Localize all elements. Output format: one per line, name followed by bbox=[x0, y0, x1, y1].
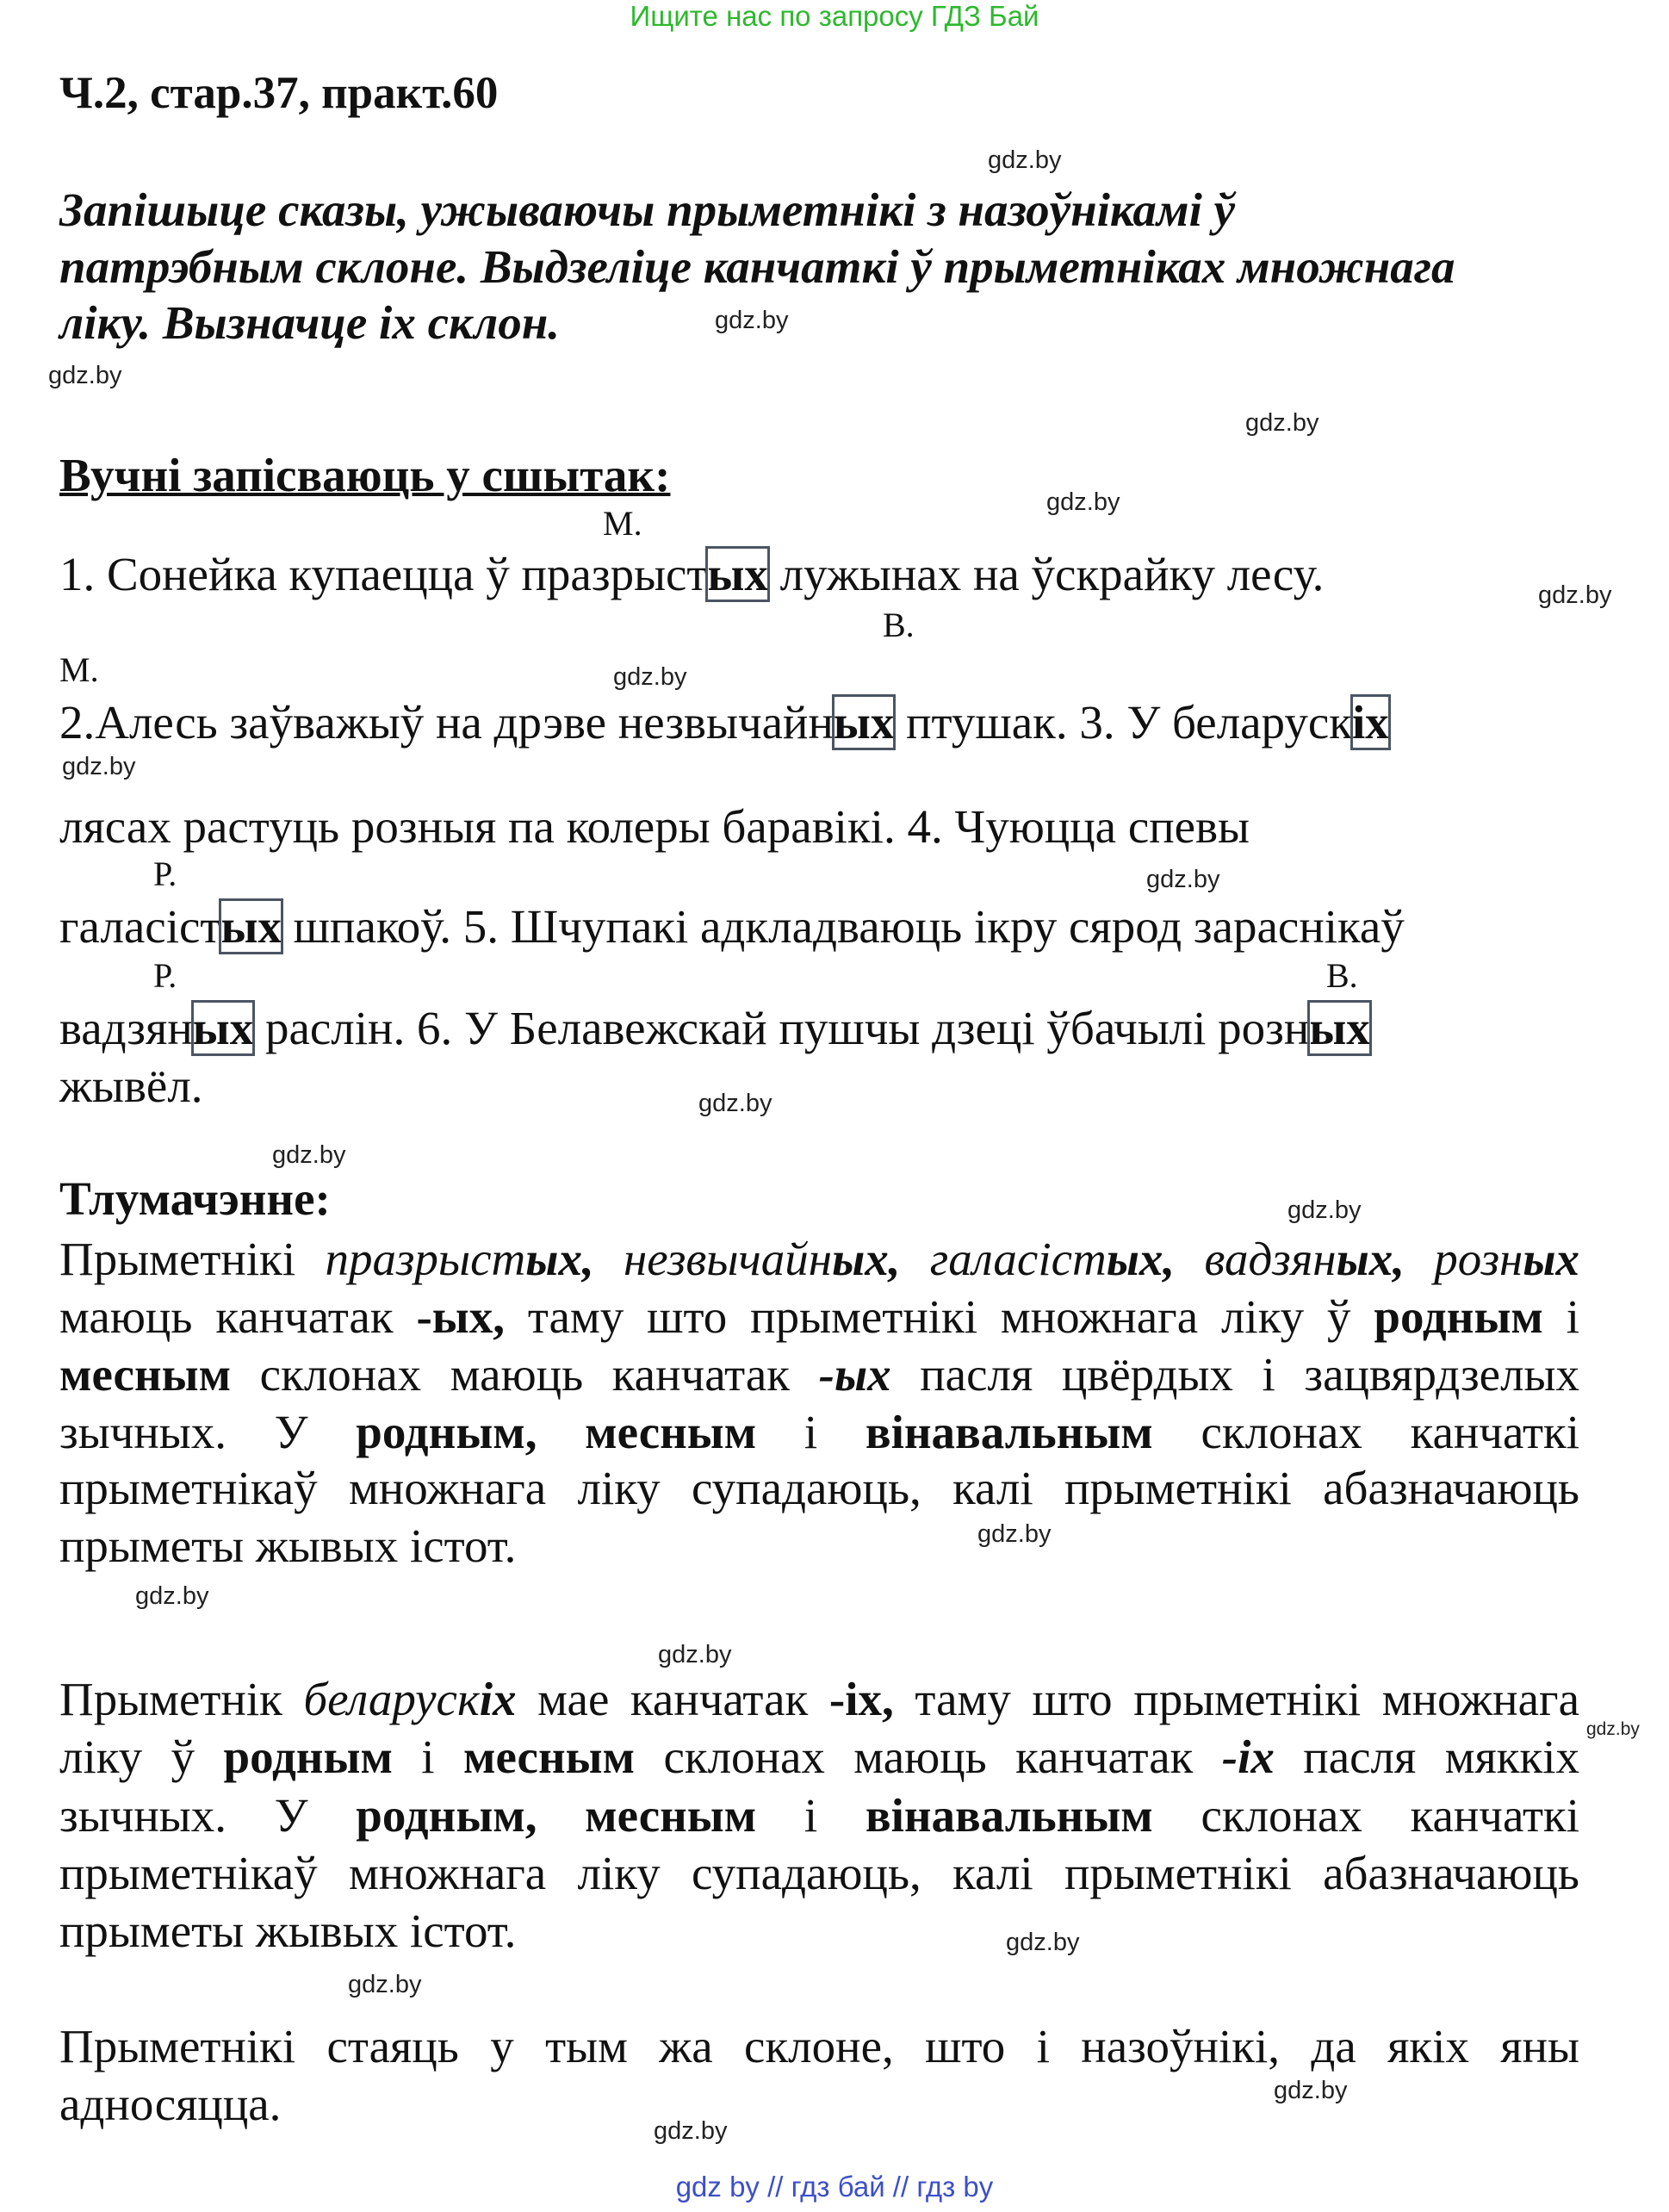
text-segment: іх bbox=[479, 1673, 517, 1725]
text-segment: склонах маюць канчатак bbox=[635, 1730, 1222, 1783]
watermark: gdz.by bbox=[272, 1141, 346, 1169]
watermark: gdz.by bbox=[1287, 1196, 1362, 1224]
watermark: gdz.by bbox=[1006, 1929, 1080, 1956]
explanation-line bbox=[59, 1289, 1579, 1345]
text-segment: -ых bbox=[818, 1348, 891, 1401]
case-label: М. bbox=[59, 650, 99, 689]
text-segment: лясах растуць розныя па колеры баравікі. 4. Чуюцца спевы bbox=[59, 800, 1250, 853]
highlighted-ending: ых bbox=[1309, 1002, 1370, 1054]
text-segment: пасля цвёрдых і зацвярдзелых bbox=[890, 1348, 1579, 1401]
watermark: gdz.by bbox=[348, 1971, 422, 1998]
text-segment: жывёл. bbox=[59, 1059, 203, 1112]
text-segment: незвычайн bbox=[593, 1233, 833, 1285]
explanation-line bbox=[59, 1788, 1579, 1843]
subheading: Вучні запісваюць у сшытак: bbox=[59, 449, 671, 501]
text-segment: родным bbox=[1374, 1290, 1543, 1343]
text-segment: вадзян bbox=[1175, 1233, 1337, 1285]
text-segment: прыметнікаў множнага ліку супадаюць, калі прыметнікі абазначаюць bbox=[59, 1847, 1579, 1899]
text-segment: ых, bbox=[1336, 1233, 1405, 1285]
text-segment: ых bbox=[1523, 1233, 1579, 1285]
sentence-line bbox=[59, 799, 1250, 854]
text-segment: шпакоў. 5. Шчупакі адкладваюць ікру сярод зараснікаў bbox=[281, 900, 1405, 953]
watermark: gdz.by bbox=[1274, 2077, 1348, 2104]
text-segment: галасіст bbox=[900, 1233, 1107, 1285]
task-line: Запішыце сказы, ужываючы прыметнікі з назоўнікамі ў bbox=[59, 183, 1236, 236]
text-segment: зычных. У bbox=[59, 1406, 357, 1458]
watermark: gdz.by bbox=[48, 362, 122, 389]
watermark: gdz.by bbox=[1046, 488, 1120, 516]
text-segment: 2.Алесь заўважыў на дрэве незвычайн bbox=[59, 696, 834, 749]
text-segment: Прыметнік bbox=[59, 1673, 304, 1725]
text-segment: Прыметнікі стаяць у тым жа склоне, што і назоўнікі, да якіх яны bbox=[59, 2020, 1579, 2072]
text-segment: раслін. 6. У Белавежскай пушчы дзеці ўбачылі розн bbox=[253, 1002, 1310, 1054]
highlighted-ending: ых bbox=[192, 1002, 254, 1054]
text-segment: вінавальным bbox=[865, 1406, 1153, 1458]
search-hint-banner: Ищите нас по запросу ГДЗ Бай bbox=[630, 0, 1039, 32]
text-segment: ых, bbox=[1106, 1233, 1176, 1285]
text-segment: розн bbox=[1405, 1233, 1523, 1285]
highlighted-ending: ых bbox=[707, 548, 768, 600]
watermark: gdz.by bbox=[1146, 866, 1220, 893]
text-segment: прыметы жывых істот. bbox=[59, 1904, 517, 1957]
watermark: gdz.by bbox=[1538, 581, 1612, 609]
text-segment: -ых, bbox=[416, 1290, 505, 1343]
explanation-line bbox=[59, 1519, 516, 1574]
explanation-line bbox=[59, 2077, 281, 2132]
task-line: ліку. Вызначце іх склон. bbox=[59, 296, 560, 349]
explanation-line bbox=[59, 1347, 1579, 1402]
text-segment: празрыст bbox=[325, 1233, 526, 1285]
text-segment: ліку ў bbox=[59, 1730, 224, 1783]
explanation-line bbox=[59, 1672, 1579, 1727]
text-segment: і bbox=[756, 1789, 866, 1842]
watermark: gdz.by bbox=[988, 146, 1062, 174]
explanation-line bbox=[59, 1846, 1579, 1901]
case-label: Р. bbox=[153, 956, 177, 995]
watermark: gdz.by bbox=[977, 1520, 1052, 1548]
watermark: gdz.by bbox=[698, 1090, 772, 1117]
text-segment: таму што прыметнікі множнага ліку ў bbox=[504, 1290, 1374, 1343]
text-segment: -іх, bbox=[828, 1673, 894, 1725]
text-segment: маюць канчатак bbox=[59, 1290, 417, 1343]
sentence-line bbox=[59, 547, 1324, 602]
sentence-line bbox=[59, 695, 1389, 750]
text-segment: мае канчатак bbox=[516, 1673, 829, 1725]
text-segment: склонах маюць канчатак bbox=[231, 1348, 819, 1401]
sentence-line bbox=[59, 899, 1405, 954]
text-segment: і bbox=[1542, 1290, 1580, 1343]
text-segment: месным bbox=[59, 1348, 232, 1401]
case-label: В. bbox=[1326, 956, 1358, 995]
watermark: gdz.by bbox=[658, 1641, 732, 1668]
text-segment: родным, месным bbox=[356, 1406, 757, 1458]
case-label: М. bbox=[603, 504, 642, 543]
explanation-line bbox=[59, 2019, 1579, 2074]
watermark: gdz.by bbox=[135, 1582, 209, 1610]
sentence-line bbox=[59, 1001, 1370, 1056]
text-segment: ых, bbox=[525, 1233, 594, 1285]
text-segment: адносяцца. bbox=[59, 2078, 282, 2130]
footer-links: gdz by // гдз бай // гдз by bbox=[675, 2171, 994, 2203]
text-segment: галасіст bbox=[59, 900, 221, 953]
watermark: gdz.by bbox=[654, 2117, 728, 2145]
text-segment: родным, месным bbox=[356, 1789, 757, 1842]
watermark: gdz.by bbox=[715, 307, 789, 334]
explanation-line bbox=[59, 1730, 1579, 1785]
text-segment: прыметнікаў множнага ліку супадаюць, калі прыметнікі абазначаюць bbox=[59, 1462, 1579, 1514]
text-segment: беларуск bbox=[303, 1673, 480, 1725]
case-label: Р. bbox=[153, 854, 177, 893]
explanation-line bbox=[59, 1461, 1579, 1516]
text-segment: лужынах на ўскрайку лесу. bbox=[767, 548, 1325, 600]
text-segment: 1. Сонейка купаецца ў празрыст bbox=[59, 548, 708, 600]
text-segment: птушак. 3. У беларуск bbox=[894, 696, 1352, 749]
case-label: В. bbox=[883, 606, 915, 644]
text-segment: -іх bbox=[1221, 1730, 1275, 1783]
explanation-line bbox=[59, 1405, 1579, 1460]
text-segment: прыметы жывых істот. bbox=[59, 1519, 517, 1572]
text-segment: таму што прыметнікі множнага bbox=[893, 1673, 1579, 1725]
text-segment: пасля мяккіх bbox=[1274, 1730, 1580, 1783]
text-segment: і bbox=[756, 1406, 866, 1458]
explanation-heading: Тлумачэнне: bbox=[59, 1172, 331, 1225]
watermark: gdz.by bbox=[1586, 1719, 1640, 1739]
text-segment: месным bbox=[463, 1730, 636, 1783]
explanation-line bbox=[59, 1904, 516, 1959]
highlighted-ending: ых bbox=[833, 696, 895, 749]
text-segment: зычных. У bbox=[59, 1789, 357, 1842]
watermark: gdz.by bbox=[62, 753, 136, 780]
text-segment: вінавальным bbox=[865, 1789, 1153, 1842]
watermark: gdz.by bbox=[1245, 409, 1319, 437]
sentence-line bbox=[59, 1059, 203, 1114]
task-line: патрэбным склоне. Выдзеліце канчаткі ў прыметніках множнага bbox=[59, 240, 1455, 293]
text-segment: і bbox=[392, 1730, 463, 1783]
text-segment: Прыметнікі bbox=[59, 1233, 326, 1285]
text-segment: склонах канчаткі bbox=[1152, 1406, 1579, 1458]
text-segment: ых, bbox=[832, 1233, 901, 1285]
page-title: Ч.2, стар.37, практ.60 bbox=[59, 68, 499, 118]
highlighted-ending: іх bbox=[1351, 696, 1389, 749]
watermark: gdz.by bbox=[613, 663, 687, 691]
text-segment: вадзян bbox=[59, 1002, 193, 1054]
explanation-line bbox=[59, 1232, 1579, 1287]
text-segment: склонах канчаткі bbox=[1152, 1789, 1579, 1842]
text-segment: родным bbox=[223, 1730, 393, 1783]
highlighted-ending: ых bbox=[220, 900, 282, 953]
